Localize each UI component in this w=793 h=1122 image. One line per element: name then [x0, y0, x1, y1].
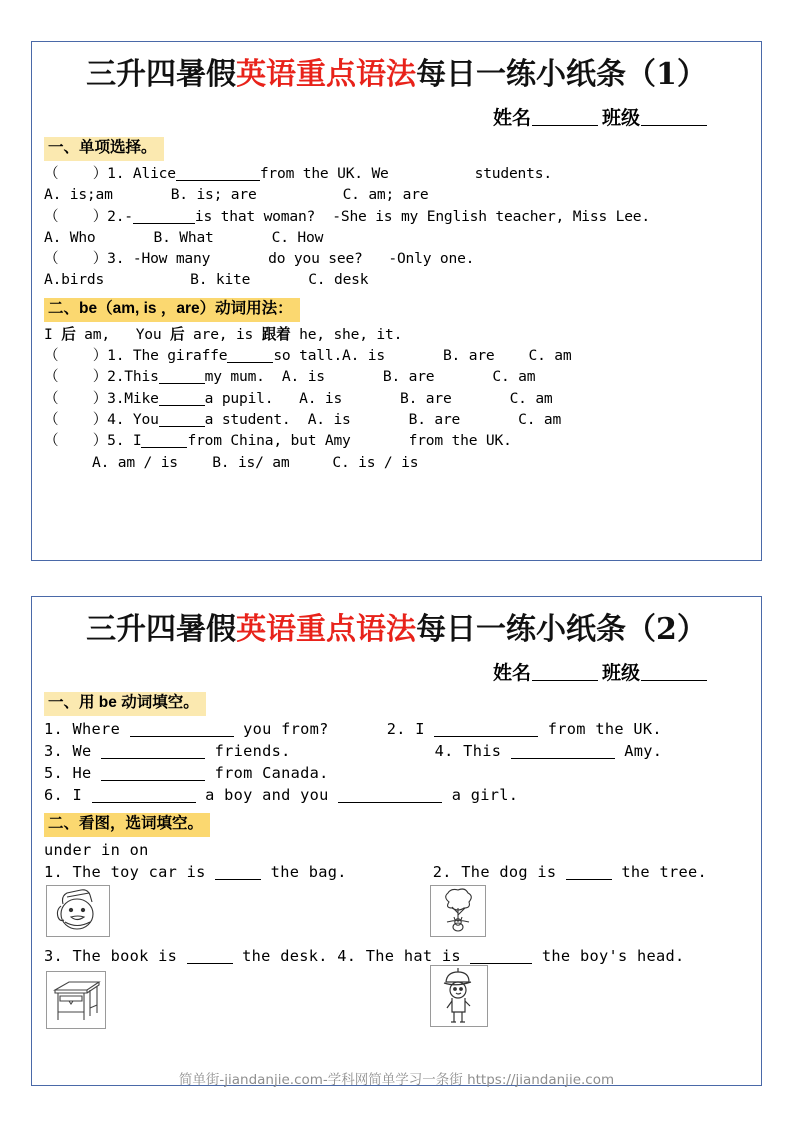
name-label-2: 姓名: [492, 662, 531, 684]
option-row: A. Who B. What C. How: [44, 228, 324, 246]
section-heading-1-2: 二、be（am, is ，are）动词用法：: [44, 298, 300, 322]
grammar-note: I 后 am, You 后 are, is 跟着 he, she, it.: [44, 325, 403, 343]
option-row: A. is;am B. is; are C. am; are: [44, 186, 429, 204]
title-prefix-1: 三升四暑假: [86, 57, 237, 92]
picture-question-item: 3. The book is the desk. 4. The hat is the boy's head.: [44, 947, 685, 966]
picture-row-2: [32, 969, 761, 1035]
footer-watermark: 简单街-jiandanjie.com-学科网简单学习一条街 https://jiandanjie.com: [178, 1072, 615, 1088]
option-row: A.birds B. kite C. desk: [44, 271, 369, 289]
title-accent-1: 英语重点语法: [236, 57, 417, 92]
section-heading-2-1: 一、用 be 动词填空。: [44, 692, 206, 716]
answer-blank[interactable]: [159, 383, 205, 384]
answer-blank[interactable]: [566, 879, 612, 880]
picture-question-item: 1. The toy car is the bag. 2. The dog is the tree.: [44, 863, 708, 882]
answer-blank[interactable]: [141, 447, 187, 448]
page-title-2: [32, 613, 761, 646]
question-item: （ ）2.- is that woman? -She is my English teacher, Miss Lee.: [44, 207, 650, 225]
fill-blank-item: 5. He from Canada.: [44, 764, 329, 783]
question-item: （ ）2.This my mum. A. is B. are C. am: [44, 368, 536, 386]
answer-blank[interactable]: [187, 963, 233, 964]
boy-with-hat-icon: [431, 966, 487, 1026]
answer-blank[interactable]: [159, 405, 205, 406]
answer-blank[interactable]: [92, 802, 196, 803]
worksheet-card-2: [31, 596, 762, 1086]
answer-blank[interactable]: [227, 362, 273, 363]
question-item: （ ）3. -How many do you see? -Only one.: [44, 250, 475, 268]
answer-blank[interactable]: [133, 223, 195, 224]
fill-blank-item: 3. We friends. 4. This Amy.: [44, 741, 663, 760]
answer-blank[interactable]: [101, 758, 205, 759]
toy-car-in-bag-picture: [46, 885, 110, 937]
answer-blank[interactable]: [511, 758, 615, 759]
student-info-line-1: [32, 103, 761, 130]
student-info-line-2: [32, 658, 761, 685]
name-blank-2[interactable]: [532, 680, 598, 681]
question-item: （ ）5. I from China, but Amy from the UK.: [44, 432, 512, 450]
section-heading-2-2: 二、看图，选词填空。: [44, 813, 210, 837]
fill-blank-item: 6. I a boy and you a girl.: [44, 786, 519, 805]
name-label-1: 姓名: [492, 107, 531, 129]
picture-row-1: [32, 885, 761, 945]
worksheet-card-1: [31, 41, 762, 561]
toy-car-in-bag-icon: [47, 886, 109, 936]
class-label-1: 班级: [601, 107, 640, 129]
answer-blank[interactable]: [176, 180, 260, 181]
word-bank: under in on: [44, 841, 149, 860]
title-prefix-2: 三升四暑假: [86, 612, 237, 647]
dog-under-tree-picture: [430, 885, 486, 937]
answer-blank[interactable]: [101, 780, 205, 781]
title-suffix-2: 每日一练小纸条（2）: [416, 612, 707, 647]
title-accent-2: 英语重点语法: [236, 612, 417, 647]
question-item: （ ）4. You a student. A. is B. are C. am: [44, 410, 562, 428]
question-item: （ ）1. Alice from the UK. We students.: [44, 164, 552, 182]
question-item: （ ）3.Mike a pupil. A. is B. are C. am: [44, 389, 553, 407]
answer-blank[interactable]: [130, 736, 234, 737]
answer-blank[interactable]: [470, 963, 532, 964]
title-suffix-1: 每日一练小纸条（1）: [416, 57, 707, 92]
section-heading-1-1: 一、单项选择。: [44, 137, 164, 161]
answer-blank[interactable]: [215, 879, 261, 880]
class-blank-1[interactable]: [641, 125, 707, 126]
page-title-1: [32, 58, 761, 91]
desk-picture: [46, 971, 106, 1029]
question-item: （ ）1. The giraffe so tall.A. is B. are C. am: [44, 347, 572, 365]
desk-icon: [47, 972, 105, 1028]
answer-blank[interactable]: [338, 802, 442, 803]
answer-blank[interactable]: [159, 426, 205, 427]
name-blank-1[interactable]: [532, 125, 598, 126]
option-row: A. am / is B. is/ am C. is / is: [92, 453, 419, 471]
fill-blank-item: 1. Where you from? 2. I from the UK.: [44, 719, 662, 738]
dog-under-tree-icon: [431, 886, 485, 936]
class-label-2: 班级: [601, 662, 640, 684]
boy-with-hat-picture: [430, 965, 488, 1027]
answer-blank[interactable]: [434, 736, 538, 737]
class-blank-2[interactable]: [641, 680, 707, 681]
